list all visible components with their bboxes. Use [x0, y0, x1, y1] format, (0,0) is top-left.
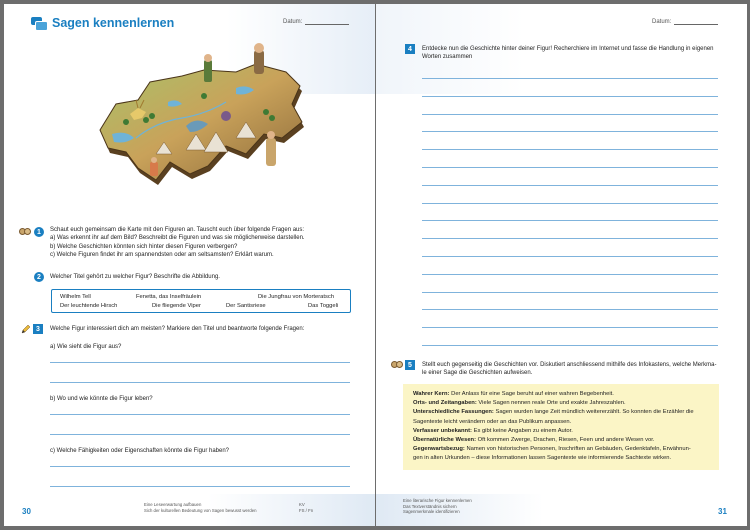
writing-line[interactable] [422, 256, 718, 257]
pencil-icon [21, 324, 31, 334]
date-label: Datum: [283, 19, 303, 25]
info-term: Gegenwartsbezug: [413, 446, 465, 453]
info-box [403, 384, 719, 470]
figure-toggeli [221, 111, 231, 121]
info-row [413, 399, 709, 408]
task-5-line: le einer Sage die Geschichten aufweisen. [422, 370, 533, 377]
info-term: Orts- und Zeitangaben: [413, 400, 477, 407]
name-item[interactable]: Die fliegende Viper [152, 303, 201, 309]
info-text: Namen von historischen Personen, Inschriften an Gebäuden, Gedenktafeln, Erwähnun- [464, 446, 691, 453]
info-text: gen in alten Urkunden – diese Informationen lassen Sagentexte wie informierende Sachtexte wirken. [413, 455, 672, 462]
info-text: Oft kommen Zwerge, Drachen, Riesen, Feen und andere Wesen vor. [476, 437, 655, 444]
answer-line[interactable] [50, 362, 350, 363]
task-1-line: a) Was erkennt ihr auf dem Bild? Beschreibt die Figuren und was sie möglicherweise darstellen. [50, 235, 305, 242]
info-row [413, 427, 709, 436]
task-4-number: 4 [405, 44, 415, 54]
figure-fenetta [150, 157, 158, 176]
info-text: Es gibt keine Angaben zu einem Autor. [471, 427, 573, 434]
date-field[interactable] [652, 18, 718, 25]
info-row [413, 390, 709, 399]
answer-line[interactable] [50, 486, 350, 487]
answer-line[interactable] [50, 434, 350, 435]
answer-line[interactable] [50, 466, 350, 467]
task-4-line: Entdecke nun die Geschichte hinter deiner Figur! Recherchiere im Internet und fasse die Handlung in eigenen [422, 46, 714, 52]
date-line[interactable] [674, 18, 718, 25]
writing-line[interactable] [422, 203, 718, 204]
writing-line[interactable] [422, 114, 718, 115]
writing-line[interactable] [422, 220, 718, 221]
info-row [413, 454, 709, 463]
task-1-text [50, 226, 360, 259]
task-4-line: Worten zusammen [422, 54, 473, 61]
info-term: Unterschiedliche Fassungen: [413, 409, 494, 416]
task-3-text: Welche Figur interessiert dich am meisten? Markiere den Titel und beantworte folgende Fragen: [50, 326, 305, 332]
speech-bubbles-icon [31, 17, 46, 29]
name-item[interactable]: Die Jungfrau von Morteratsch [258, 294, 335, 300]
task-1-number: 1 [34, 227, 44, 237]
page-number: 30 [22, 507, 31, 516]
footer-objectives [403, 498, 472, 515]
name-item[interactable]: Der leuchtende Hirsch [60, 303, 118, 309]
name-item[interactable]: Der Santisriese [226, 303, 266, 309]
footer-line: Sich der kulturellen Bedeutung von Sagen bewusst werden [144, 507, 257, 513]
task-5-line: Stellt euch gegenseitig die Geschichten vor. Diskutiert anschliessend mithilfe des Infokastens, welche Merkma- [422, 362, 717, 368]
question-c: c) Welche Fähigkeiten oder Eigenschaften könnte die Figur haben? [50, 448, 230, 454]
task-1-line: Schaut euch gemeinsam die Karte mit den Figuren an. Tauscht euch über folgende Fragen aus: [50, 227, 305, 233]
writing-line[interactable] [422, 149, 718, 150]
figure-giant [254, 43, 264, 74]
info-text: Sagentexte leicht verändern oder an das Publikum anpassen. [413, 418, 572, 425]
task-5-text [422, 361, 738, 378]
footer-code: FS / Fn [299, 507, 314, 513]
footer-objectives [144, 502, 257, 513]
name-item[interactable]: Wilhelm Tell [60, 294, 91, 300]
writing-line[interactable] [422, 274, 718, 275]
footer [4, 494, 375, 526]
writing-line[interactable] [422, 96, 718, 97]
info-row [413, 445, 709, 454]
writing-line[interactable] [422, 78, 718, 79]
footer-line: Eine literarische Figur kennenlernen [403, 498, 472, 503]
pair-work-icon [19, 228, 31, 236]
switzerland-map-illustration [86, 42, 318, 192]
task-2-text: Welcher Titel gehört zu welcher Figur? Beschrifte die Abbildung. [50, 274, 220, 280]
writing-line[interactable] [422, 185, 718, 186]
info-term: Übernatürliche Wesen: [413, 437, 477, 444]
right-page [376, 4, 747, 526]
page-title: Sagen kennenlernen [52, 16, 175, 30]
info-text: Sagen wurden lange Zeit mündlich weitererzählt. So konnten die Erzähler die [493, 409, 694, 416]
answer-line[interactable] [50, 414, 350, 415]
date-label: Datum: [652, 19, 672, 25]
footer-codes [299, 502, 313, 513]
task-3-number: 3 [33, 324, 43, 334]
footer-line: Das Textverständnis sichern [403, 503, 457, 509]
writing-line[interactable] [422, 292, 718, 293]
task-5-number: 5 [405, 360, 415, 370]
left-page [4, 4, 375, 526]
info-text: Der Anlass für eine Sage beruht auf einer wahren Begebenheit. [449, 391, 614, 397]
title-block [31, 16, 174, 30]
writing-line[interactable] [422, 345, 718, 346]
info-term: Wahrer Kern: [413, 391, 450, 397]
name-item[interactable]: Fenetta, das Inselfräulein [136, 294, 202, 300]
info-row [413, 418, 709, 427]
info-term: Verfasser unbekannt: [413, 427, 472, 434]
footer-code: KV [299, 502, 305, 507]
info-text: Viele Sagen nennen reale Orte und exakte Jahreszahlen. [476, 400, 626, 407]
writing-line[interactable] [422, 238, 718, 239]
figure-tell [204, 54, 212, 82]
question-a: a) Wie sieht die Figur aus? [50, 344, 122, 350]
info-row [413, 408, 709, 417]
writing-line[interactable] [422, 309, 718, 310]
page-number: 31 [718, 507, 727, 516]
task-1-line: c) Welche Figuren findet ihr am spannendsten oder am seltsamsten? Erklärt warum. [50, 251, 274, 258]
footer-line: Sagenmerkmale identifizieren [403, 509, 460, 515]
names-box [51, 289, 351, 313]
date-field[interactable] [283, 18, 349, 25]
figure-maiden [266, 131, 276, 166]
answer-line[interactable] [50, 382, 350, 383]
question-b: b) Wo und wie könnte die Figur leben? [50, 396, 153, 402]
date-line[interactable] [305, 18, 349, 25]
task-1-line: b) Welche Geschichten könnten sich hinter diesen Figuren verbergen? [50, 243, 238, 250]
footer [376, 494, 747, 526]
writing-line[interactable] [422, 167, 718, 168]
name-item[interactable]: Das Toggeli [308, 303, 339, 309]
writing-line[interactable] [422, 131, 718, 132]
info-row [413, 436, 709, 445]
task-2-number: 2 [34, 272, 44, 282]
pair-work-icon [391, 361, 403, 369]
footer-line: Eine Leseerwartung aufbauen [144, 502, 202, 507]
task-4-text [422, 45, 738, 62]
writing-line[interactable] [422, 327, 718, 328]
